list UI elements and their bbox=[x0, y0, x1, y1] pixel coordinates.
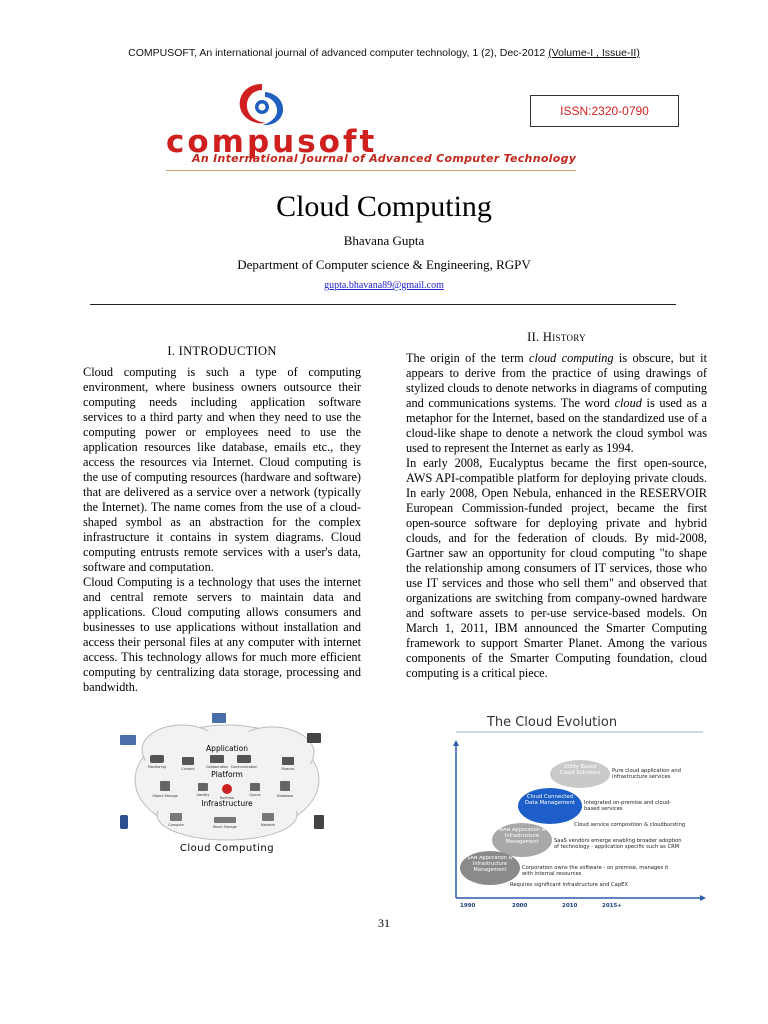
year-label: 2010 bbox=[562, 903, 578, 909]
paper-department: Department of Computer science & Engineering, RGPV bbox=[237, 257, 531, 272]
collaboration-icon bbox=[210, 755, 224, 763]
introduction-section bbox=[83, 344, 361, 695]
platform-label: Runtime bbox=[219, 796, 235, 800]
introduction-paragraph-1: Cloud computing is such a type of computing environment, where business owners outsource their computing needs including application software services to a third party and when they need to use the computing power or employees need to use the application resources like database, emails etc., they access the resources via Internet. Cloud computing is the use of computing resources (hardware and software) that are delivered as a service over a network (typically the Internet). The name comes from the use of a cloud-shaped symbol as an abstraction for the complex infrastructure it contains in system diagrams. Cloud computing entrusts remote services with a user's data, software and computation. bbox=[83, 365, 361, 574]
volume-issue: (Volume-I , Issue-II) bbox=[548, 47, 640, 59]
note-text: SaaS vendors emerge enabling broader adoption of technology - application specific such as CRM bbox=[554, 838, 682, 851]
paper-title: Cloud Computing bbox=[276, 190, 492, 223]
issn-box: ISSN:2320-0790 bbox=[530, 95, 679, 127]
stage-label: LAN Application & Infrastructure Management bbox=[467, 856, 513, 873]
note-text: Pure cloud application and infrastructure services bbox=[612, 768, 681, 781]
paper-author: Bhavana Gupta bbox=[343, 233, 425, 248]
communication-icon bbox=[237, 755, 251, 763]
layer-infrastructure: Infrastructure bbox=[201, 799, 253, 808]
note-text: Requires significant infrastructure and CapEX bbox=[510, 882, 628, 888]
platform-label: Database bbox=[276, 794, 294, 798]
title-rule bbox=[90, 304, 676, 305]
finance-icon bbox=[282, 757, 294, 765]
laptop-icon bbox=[120, 735, 136, 745]
figure-right-title: The Cloud Evolution bbox=[486, 715, 618, 730]
app-label: Monitoring bbox=[147, 765, 167, 769]
author-email-link[interactable]: gupta.bhavana89@gmail.com bbox=[324, 280, 444, 291]
logo-divider bbox=[166, 170, 576, 171]
database-icon bbox=[280, 781, 290, 791]
cloud-computing-figure bbox=[112, 705, 342, 855]
runtime-icon bbox=[222, 784, 232, 794]
running-header-text: COMPUSOFT, An international journal of advanced computer technology, 1 (2), Dec-2012 bbox=[128, 47, 549, 59]
history-text: The origin of the term bbox=[406, 351, 529, 365]
history-text: is used as a metaphor for the Internet, based on the standardized use of a cloud-like shape to denote a network the cloud symbol was used to represent the Internet as early as 1994. bbox=[406, 396, 707, 455]
running-header bbox=[0, 47, 768, 59]
year-label: 2015+ bbox=[602, 903, 622, 909]
platform-label: Object Storage bbox=[152, 794, 178, 798]
app-label: Content bbox=[181, 767, 195, 771]
infrastructure-label: Compute bbox=[168, 823, 184, 827]
history-heading: II. History bbox=[527, 330, 586, 344]
desktop-icon bbox=[212, 713, 226, 723]
introduction-heading: I. INTRODUCTION bbox=[167, 344, 277, 358]
infrastructure-label: Block Storage bbox=[213, 825, 237, 829]
block-storage-icon bbox=[214, 817, 236, 823]
year-label: 1990 bbox=[460, 903, 476, 909]
logo-tagline: An International Journal of Advanced Computer Technology bbox=[192, 152, 577, 165]
server-icon bbox=[307, 733, 321, 743]
page-number: 31 bbox=[378, 916, 390, 930]
layer-application: Application bbox=[206, 744, 248, 753]
stage-label: Utility Based Cloud Solutions bbox=[559, 764, 601, 776]
app-label: Communication bbox=[230, 765, 258, 769]
monitoring-icon bbox=[150, 755, 164, 763]
year-label: 2000 bbox=[512, 903, 528, 909]
note-text: Cloud service composition & cloudbursting bbox=[574, 822, 686, 828]
arrowhead-icon bbox=[453, 740, 459, 746]
tablet-icon bbox=[314, 815, 324, 829]
compute-icon bbox=[170, 813, 182, 821]
content-icon bbox=[182, 757, 194, 765]
phone-icon bbox=[120, 815, 128, 829]
app-label: Finance bbox=[281, 767, 295, 771]
queue-icon bbox=[250, 783, 260, 791]
infrastructure-label: Network bbox=[260, 823, 276, 827]
history-section bbox=[406, 330, 707, 681]
platform-label: Queue bbox=[249, 793, 261, 797]
note-text: Integrated on-premise and cloud-based services bbox=[584, 800, 672, 813]
introduction-paragraph-2: Cloud Computing is a technology that uses the internet and central remote servers to maintain data and applications. Cloud computing allows consumers and businesses to use applications without installation and access their personal files at any computer with internet access. This technology allows for much more efficient computing by centralizing data storage, processing and bandwidth. bbox=[83, 575, 361, 694]
compusoft-logo-icon bbox=[232, 80, 292, 130]
cloud-evolution-figure bbox=[452, 708, 707, 910]
history-term-cloud: cloud bbox=[614, 396, 642, 410]
history-paragraph-1 bbox=[406, 351, 707, 456]
network-icon bbox=[262, 813, 274, 821]
figure-left-caption: Cloud Computing bbox=[179, 843, 275, 854]
layer-platform: Platform bbox=[211, 770, 243, 779]
platform-label: Identity bbox=[196, 793, 210, 797]
object-storage-icon bbox=[160, 781, 170, 791]
history-text: is obscure, but it appears to derive from the practice of using drawings of stylized clouds to denote networks in diagrams of computing and communications systems. The word bbox=[406, 351, 707, 410]
stage-label: Cloud Connected Data Management bbox=[524, 794, 576, 807]
arrowhead-icon bbox=[700, 895, 706, 901]
logo-wordmark: compusoft bbox=[166, 124, 378, 160]
identity-icon bbox=[198, 783, 208, 791]
history-term-cloud-computing: cloud computing bbox=[528, 351, 614, 365]
history-paragraph-2: In early 2008, Eucalyptus became the first open-source, AWS API-compatible platform for deploying private clouds. In early 2008, Open Nebula, enhanced in the RESERVOIR European Commission-funded project, became the first open-source software for deploying private and hybrid clouds, and for the federation of clouds. By mid-2008, Gartner saw an opportunity for cloud computing "to shape the relationship among consumers of IT services, those who use IT services and those who sell them" and observed that organizations are switching from company-owned hardware and software assets to per-use service-based models. On March 1, 2011, IBM announced the Smarter Computing framework to support Smarter Planet. Among the various components of the Smarter Computing foundation, cloud computing is a critical piece. bbox=[406, 456, 707, 680]
app-label: Collaboration bbox=[205, 765, 229, 769]
stage-label: WAN Application & Infrastructure Management bbox=[498, 828, 546, 845]
note-text: Corporation owns the software - on premise, manages it with internal resources bbox=[522, 865, 669, 878]
